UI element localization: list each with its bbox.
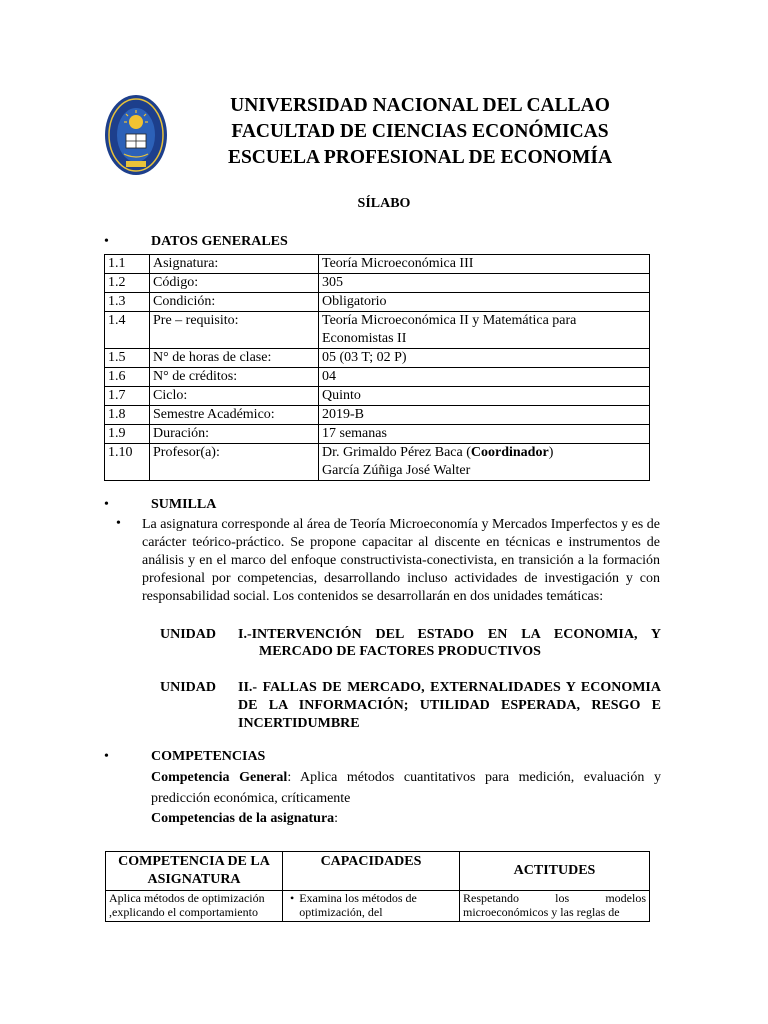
row-value: Obligatorio [319,293,650,312]
section-heading-competencias: COMPETENCIAS [151,749,266,764]
row-label: Pre – requisito: [150,312,319,349]
row-value: Dr. Grimaldo Pérez Baca (Coordinador) García Zúñiga José Walter [319,444,650,481]
cell-actitudes: Respetando los modelos microeconómicos y las reglas de [460,891,650,922]
unit2-title: II.- FALLAS DE MERCADO, EXTERNALIDADES Y ECONOMIA DE LA INFORMACIÓN; UTILIDAD ESPERADA, RESGO E INCERTIDUMBRE [238,680,661,731]
row-number: 1.4 [105,312,150,349]
section-heading-sumilla: SUMILLA [151,497,217,512]
bullet: • [104,749,109,764]
row-label: N° de horas de clase: [150,349,319,368]
table-row [105,274,650,293]
document-title: SÍLABO [357,196,411,211]
row-label: Semestre Académico: [150,406,319,425]
row-number: 1.5 [105,349,150,368]
row-label: Profesor(a): [150,444,319,481]
row-value: 305 [319,274,650,293]
competencias-asignatura-label: Competencias de la asignatura [151,811,335,826]
competencia-general-label: Competencia General [151,770,288,785]
table-row [105,349,650,368]
header-faculty: FACULTAD DE CIENCIAS ECONÓMICAS [231,121,609,142]
bullet: • [116,516,121,531]
row-value: Teoría Microeconómica II y Matemática para Economistas II [319,312,650,349]
table-row [105,368,650,387]
row-value: 04 [319,368,650,387]
table-row [106,891,650,922]
competencia-general [151,767,661,809]
bullet: • [104,234,109,249]
row-value: 2019-B [319,406,650,425]
col-header-capacidades: CAPACIDADES [283,852,460,891]
table-row [105,312,650,349]
row-label: Código: [150,274,319,293]
row-label: Ciclo: [150,387,319,406]
row-value: Quinto [319,387,650,406]
row-value: Teoría Microeconómica III [319,255,650,274]
row-number: 1.8 [105,406,150,425]
datos-generales-table [104,254,650,481]
header-school: ESCUELA PROFESIONAL DE ECONOMÍA [227,147,613,168]
row-value: 05 (03 T; 02 P) [319,349,650,368]
table-row [105,293,650,312]
cell-competencia: Aplica métodos de optimización ,explicando el comportamiento [106,891,283,922]
table-row [105,387,650,406]
cell-capacidades: • Examina los métodos de optimización, del [283,891,460,922]
table-row [105,406,650,425]
table-row [105,444,650,481]
row-label: Asignatura: [150,255,319,274]
row-label: N° de créditos: [150,368,319,387]
col-header-competencia: COMPETENCIA DE LA ASIGNATURA [106,852,283,891]
row-number: 1.9 [105,425,150,444]
competencia-general-text: : Aplica métodos cuantitativos para medición, evaluación y predicción económica, críticamente [151,770,661,806]
bullet: • [104,497,109,512]
header-university: UNIVERSIDAD NACIONAL DEL CALLAO [230,95,610,116]
section-heading-datos: DATOS GENERALES [151,234,288,249]
row-number: 1.2 [105,274,150,293]
row-label: Condición: [150,293,319,312]
row-label: Duración: [150,425,319,444]
unit1-title: I.-INTERVENCIÓN DEL ESTADO EN LA ECONOMIA, Y [238,627,661,642]
unit1-label: UNIDAD [160,627,216,642]
table-row [105,255,650,274]
row-number: 1.3 [105,293,150,312]
col-header-actitudes: ACTITUDES [460,852,650,891]
row-number: 1.1 [105,255,150,274]
unit2-label: UNIDAD [160,680,216,695]
row-number: 1.6 [105,368,150,387]
table-row [105,425,650,444]
university-seal-logo [104,94,168,176]
row-value: 17 semanas [319,425,650,444]
row-number: 1.7 [105,387,150,406]
unit1-title-line2: MERCADO DE FACTORES PRODUCTIVOS [259,644,541,659]
competencias-asignatura: Competencias de la asignatura: [151,811,339,826]
row-number: 1.10 [105,444,150,481]
competencias-table [105,851,650,922]
sumilla-text: La asignatura corresponde al área de Teoría Microeconomía y Mercados Imperfectos y es de carácter teórico-práctico. Se propone capacitar al discente en técnicas e instrumentos de análisis y en el marco del enfoque constructivista-conectivista, en transición a la formación profesional por competencias, desarrollando incluso actividades de investigación y con responsabilidad social. Los contenidos se desarrollarán en dos unidades temáticas: [142,517,660,604]
